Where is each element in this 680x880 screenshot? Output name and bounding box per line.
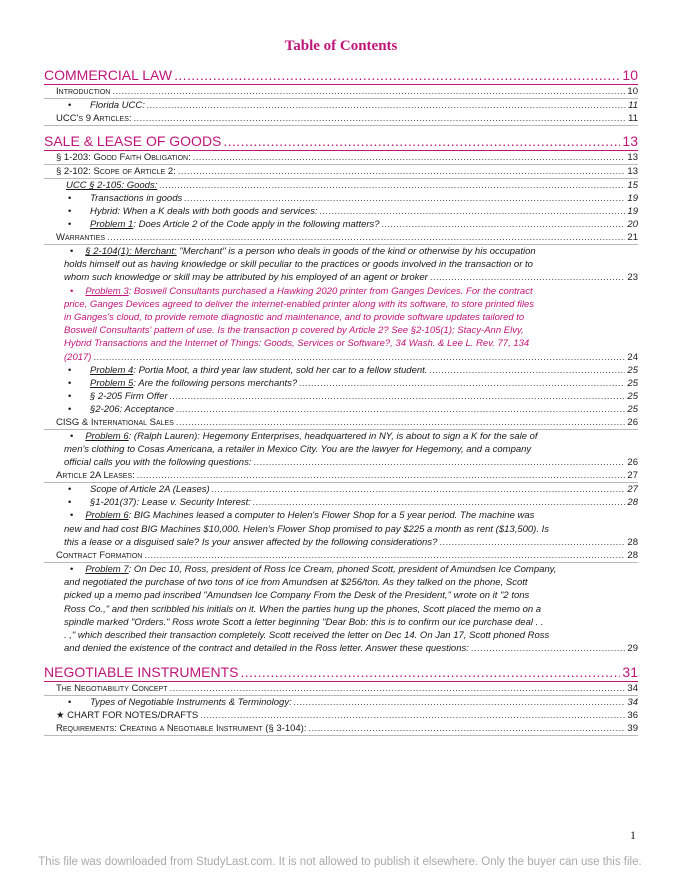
toc-entry-requirements[interactable]: Requirements: Creating a Negotiable Instrument (§ 3-104): ..... 39	[44, 722, 638, 736]
toc-entry-transactions[interactable]: • Transactions in goods ..... 19	[44, 192, 638, 205]
toc-entry-problem-5[interactable]: • Problem 5: Are the following persons merchants? ..... 25	[44, 377, 638, 390]
toc-page	[44, 38, 638, 736]
page-title: Table of Contents	[284, 38, 398, 54]
toc-entry-chart[interactable]: ★ CHART FOR NOTES/DRAFTS ..... 36	[44, 709, 638, 722]
toc-entry-problem-1[interactable]: • Problem 1: Does Article 2 of the Code apply in the following matters? ..... 20	[44, 218, 638, 231]
toc-entry-florida-ucc[interactable]: • Florida UCC: ..... 11	[44, 99, 638, 112]
page-number: 1	[630, 828, 636, 842]
toc-entry-warranties[interactable]: Warranties ..... 21	[44, 231, 638, 245]
toc-entry-cisg[interactable]: CISG & International Sales ..... 26	[44, 416, 638, 430]
toc-entry-negotiability[interactable]: The Negotiability Concept ..... 34	[44, 682, 638, 696]
toc-entry-acceptance[interactable]: • §2-206: Acceptance ..... 25	[44, 403, 638, 416]
toc-entry-article-2a[interactable]: Article 2A Leases: ..... 27	[44, 469, 638, 483]
toc-entry-1-203[interactable]: § 1-203: Good Faith Obligation: ..... 13	[44, 151, 638, 165]
toc-heading-commercial-law[interactable]	[44, 66, 638, 85]
toc-page-number: 10	[622, 67, 638, 83]
toc-entry-problem-3[interactable]: • Problem 3: Boswell Consultants purchased a Hawking 2020 printer from Ganges Devices. For the contract price, Ganges Devices agreed to deliver the internet-enabled printer along with its software, to store printed files in Ganges's cloud, to provide remote diagnostic and maintenance, and to provide software updates tailored to Boswell Consultants' pattern of use. Is the transaction p covered by Article 2? See §2-105(1); Stacy-Ann Elvy, Hybrid Transactions and the Internet of Things: Goods, Services or Software?, 34 Wash. & Lee L. Rev. 77, 134 (2017) ..... 24	[44, 285, 638, 364]
download-watermark: This file was downloaded from StudyLast.com. It is not allowed to publish it elsewhere. Only the buyer can use this file.	[38, 856, 642, 868]
star-icon: ★	[56, 710, 68, 722]
toc-entry-problem-6b[interactable]: • Problem 6: BIG Machines leased a computer to Helen's Flower Shop for a 5 year period. The machine was new and had cost BIG Machines $10,000. Helen's Flower Shop promised to pay $225 a month as rent ($13,500). Is this a lease or a disguised sale? Is your answer affected by the following considerations? ..... 28	[44, 509, 638, 549]
toc-entry-contract-formation[interactable]: Contract Formation ..... 28	[44, 549, 638, 563]
toc-entry-hybrid[interactable]: • Hybrid: When a K deals with both goods and services: ..... 19	[44, 205, 638, 218]
toc-label: COMMERCIAL LAW	[44, 67, 173, 83]
toc-entry-merchant[interactable]: • § 2-104(1): Merchant: "Merchant" is a person who deals in goods of the kind or otherwise by his occupation holds himself out as having knowledge or skill peculiar to the practices or goods involved in the transaction or to whom such knowledge or skill may be attributed by his employed of an agent or broker ..... 23	[44, 245, 638, 285]
toc-entry-scope-2a[interactable]: • Scope of Article 2A (Leases) ..... 27	[44, 483, 638, 496]
toc-entry-problem-6a[interactable]: • Problem 6: (Ralph Lauren): Hegemony Enterprises, headquartered in NY, is about to sign a K for the sale of men's clothing to Cosas Americana, a retailer in Mexico City. You are the lawyer for Hegemony, and a company official calls you with the following questions: ..... 26	[44, 430, 638, 470]
toc-entry-2-102[interactable]: § 2-102: Scope of Article 2: ..... 13	[44, 165, 638, 179]
toc-heading-sale-lease[interactable]: SALE & LEASE OF GOODS ..... 13	[44, 132, 638, 151]
toc-entry-types[interactable]: • Types of Negotiable Instruments & Terminology: ..... 34	[44, 696, 638, 709]
toc-entry-firm-offer[interactable]: • § 2-205 Firm Offer ..... 25	[44, 390, 638, 403]
toc-entry-1-201[interactable]: • §1-201(37): Lease v. Security Interest: ..... 28	[44, 496, 638, 509]
toc-entry-introduction[interactable]: Introduction ..... 10	[44, 85, 638, 99]
toc-entry-problem-4[interactable]: • Problem 4: Portia Moot, a third year law student, sold her car to a fellow student. ..... 25	[44, 364, 638, 377]
toc-entry-ucc-2-105[interactable]: UCC § 2-105: Goods: ..... 15	[44, 179, 638, 192]
toc-entry-ucc-articles[interactable]: UCC's 9 Articles: ..... 11	[44, 112, 638, 126]
toc-entry-problem-7[interactable]: • Problem 7: On Dec 10, Ross, president of Ross Ice Cream, phoned Scott, president of Amundsen Ice Company, and negotiated the purchase of two tons of ice from Amundsen at $256/ton. As they talked on the phone, Scott picked up a memo pad inscribed "Amundsen Ice Company From the Desk of the President," wrote on it "2 tons Ross Co.," and then scribbled his initials on it. When the parties hung up the phones, Scott placed the memo on a spindle marked "Orders." Ross wrote Scott a letter beginning "Dear Bob: this is to confirm our ice purchase deal . . . ," which described their transaction completely. Scott received the letter on Dec 14. On Jan 17, Scott phoned Ross and denied the existence of the contract and detailed in the Ross letter. Answer these questions: ..... 29	[44, 563, 638, 655]
toc-heading-negotiable-instruments[interactable]: NEGOTIABLE INSTRUMENTS ..... 31	[44, 663, 638, 682]
